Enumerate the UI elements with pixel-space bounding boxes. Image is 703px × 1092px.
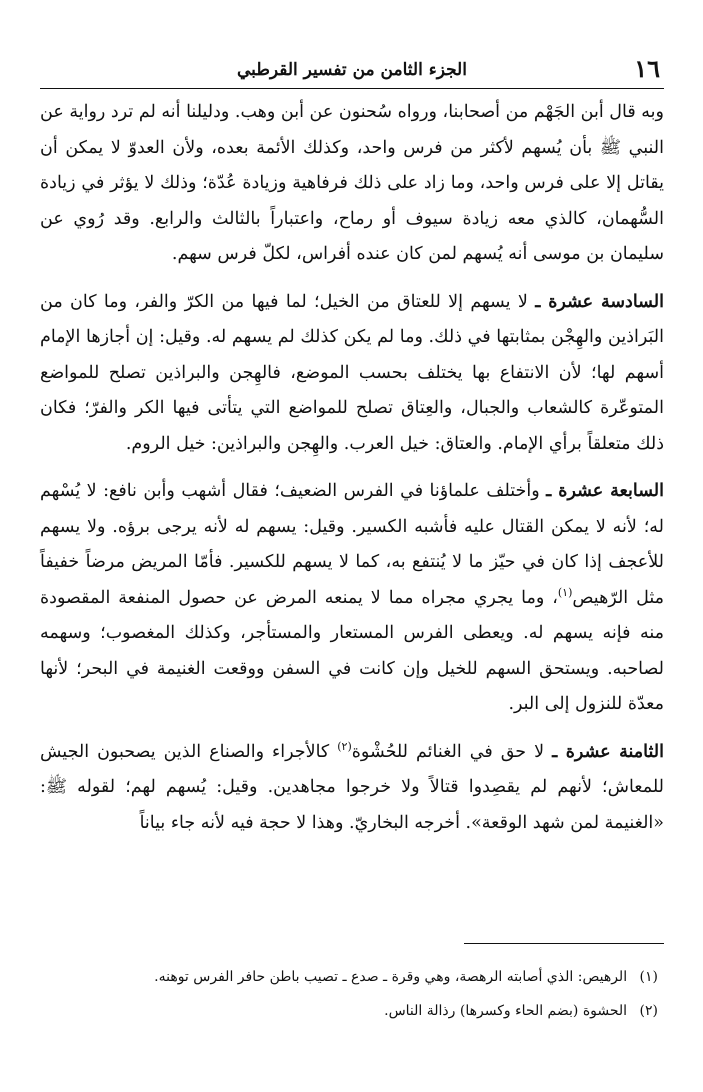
paragraph-text-continued: ، وما يجري مجراه مما لا يمنعه المرض عن حصول المنفعة المقصودة منه فإنه يسهم له. ويعطى الفرس المستعار والمستأجر، وكذلك المغصوب؛ وسهمه لصاحبه. ويستحق السهم للخيل وإن كانت في السفن ووقعت الغنيمة في البحر؛ لأنها معدّة للنزول إلى البر.	[40, 587, 664, 714]
paragraph-16	[40, 285, 664, 463]
paragraph-17	[40, 474, 664, 723]
book-page	[40, 50, 664, 1060]
paragraph-text: وأختلف علماؤنا في الفرس الضعيف؛ فقال أشهب وأبن نافع: لا يُسْهم له؛ لأنه لا يمكن القتال عليه فأشبه الكسير. وقيل: يسهم له لأنه يرجى برؤه. ولا يسهم للأعجف إذا كان في حيّز ما لا يُنتفع به، كما لا يسهم للكسير. فأمّا المريض مرضاً خفيفاً مثل الرّهيص	[40, 481, 664, 608]
section-heading: السابعة عشرة ـ	[546, 481, 664, 501]
footnote-ref-1[interactable]: (١)	[557, 585, 573, 599]
section-heading: السادسة عشرة ـ	[535, 291, 664, 312]
footnote-text: الرهيص: الذي أصابته الرهصة، وهي وقرة ـ صدع ـ تصيب باطن حافر الفرس توهنه.	[154, 969, 628, 985]
paragraph-1	[40, 95, 664, 273]
body-text	[40, 95, 664, 841]
footnotes	[40, 960, 658, 1028]
footnote-ref-2[interactable]: (٢)	[337, 739, 352, 753]
paragraph-text: لا حق في الغنائم للحُشْوة	[351, 741, 545, 762]
footnote-divider	[464, 943, 664, 944]
page-number: ١٦	[634, 54, 660, 83]
footnote-2	[40, 994, 658, 1028]
paragraph-18	[40, 735, 664, 842]
footnote-text: الحشوة (بضم الحاء وكسرها) رذالة الناس.	[384, 1003, 628, 1019]
footnote-1	[40, 960, 658, 994]
section-heading: الثامنة عشرة ـ	[552, 741, 664, 762]
running-title: الجزء الثامن من تفسير القرطبي	[237, 60, 467, 80]
paragraph-text: لا يسهم إلا للعتاق من الخيل؛ لما فيها من الكرّ والفر، وما كان من البَراذين والهِجْن بمثابتها في ذلك. وما لم يكن كذلك لم يسهم له. وقيل: إن أجازها الإمام أسهم لها؛ لأن الانتفاع بها يختلف بحسب الموضع، فالهِجن والبراذين تصلح للمواضع المتوعّرة كالشعاب والجبال، والعِتاق تصلح للمواضع التي يتأتى فيها الكر والفرّ؛ فكان ذلك متعلقاً برأي الإمام. والعتاق: خيل العرب. والهِجن والبراذين: خيل الروم.	[40, 291, 664, 454]
paragraph-text: وبه قال أبن الجَهْم من أصحابنا، ورواه سُحنون عن أبن وهب. ودليلنا أنه لم ترد رواية عن النبي ﷺ بأن يُسهم لأكثر من فرس واحد، وكذلك الأئمة بعده، ولأن العدوّ لا يمكن أن يقاتل إلا على فرس واحد، وما زاد على ذلك فرفاهية وزيادة عُدّة؛ وذلك لا يؤثر في زيادة السُّهمان، كالذي معه زيادة سيوف أو رماح، واعتباراً بالثالث والرابع. وقد رُوي عن سليمان بن موسى أنه يُسهم لمن كان عنده أفراس، لكلّ فرس سهم.	[40, 102, 664, 264]
footnote-marker: (٢)	[639, 1003, 658, 1019]
paragraph-text-continued: كالأجراء والصناع الذين يصحبون الجيش للمعاش؛ لأنهم لم يقصِدوا قتالاً ولا خرجوا مجاهدين. وقيل: يُسهم لهم؛ لقوله ﷺ: «الغنيمة لمن شهد الوقعة». أخرجه البخاريّ. وهذا لا حجة فيه لأنه جاء بياناً	[40, 741, 664, 833]
page-header	[40, 50, 664, 89]
footnote-marker: (١)	[639, 969, 658, 985]
